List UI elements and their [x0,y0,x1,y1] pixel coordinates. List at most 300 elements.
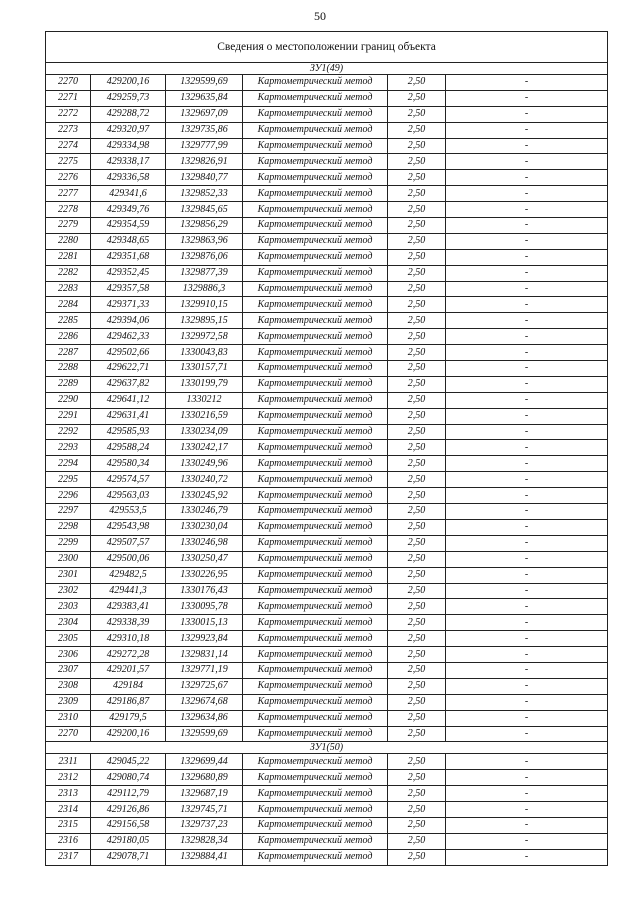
y-coordinate-cell: 1330015,13 [166,615,243,631]
accuracy-cell: 2,50 [388,186,446,202]
table-row [46,754,608,770]
description-cell: - [446,440,608,456]
y-coordinate-cell: 1330230,04 [166,519,243,535]
x-coordinate-cell: 429184 [91,678,166,694]
description-cell: - [446,678,608,694]
method-cell: Картометрический метод [243,106,388,122]
section-label: ЗУ1(50) [46,742,608,754]
table-row [46,202,608,218]
x-coordinate-cell: 429351,68 [91,249,166,265]
y-coordinate-cell: 1329599,69 [166,75,243,91]
y-coordinate-cell: 1330216,59 [166,408,243,424]
point-number-cell: 2316 [46,833,91,849]
description-cell: - [446,694,608,710]
point-number-cell: 2315 [46,817,91,833]
x-coordinate-cell: 429288,72 [91,106,166,122]
y-coordinate-cell: 1329884,41 [166,849,243,865]
point-number-cell: 2295 [46,472,91,488]
accuracy-cell: 2,50 [388,726,446,742]
accuracy-cell: 2,50 [388,297,446,313]
table-row [46,154,608,170]
y-coordinate-cell: 1330226,95 [166,567,243,583]
accuracy-cell: 2,50 [388,202,446,218]
description-cell: - [446,218,608,234]
method-cell: Картометрический метод [243,770,388,786]
x-coordinate-cell: 429482,5 [91,567,166,583]
accuracy-cell: 2,50 [388,535,446,551]
table-row [46,694,608,710]
x-coordinate-cell: 429383,41 [91,599,166,615]
accuracy-cell: 2,50 [388,567,446,583]
y-coordinate-cell: 1329634,86 [166,710,243,726]
description-cell: - [446,392,608,408]
accuracy-cell: 2,50 [388,678,446,694]
point-number-cell: 2305 [46,631,91,647]
y-coordinate-cell: 1329745,71 [166,802,243,818]
x-coordinate-cell: 429338,17 [91,154,166,170]
table-row [46,313,608,329]
point-number-cell: 2314 [46,802,91,818]
y-coordinate-cell: 1330246,98 [166,535,243,551]
y-coordinate-cell: 1329771,19 [166,662,243,678]
description-cell: - [446,631,608,647]
section-header-row [46,742,608,754]
point-number-cell: 2302 [46,583,91,599]
point-number-cell: 2272 [46,106,91,122]
y-coordinate-cell: 1329840,77 [166,170,243,186]
accuracy-cell: 2,50 [388,329,446,345]
table-row [46,106,608,122]
accuracy-cell: 2,50 [388,265,446,281]
accuracy-cell: 2,50 [388,106,446,122]
y-coordinate-cell: 1329828,34 [166,833,243,849]
y-coordinate-cell: 1329737,23 [166,817,243,833]
method-cell: Картометрический метод [243,281,388,297]
method-cell: Картометрический метод [243,535,388,551]
table-row [46,329,608,345]
accuracy-cell: 2,50 [388,440,446,456]
method-cell: Картометрический метод [243,202,388,218]
method-cell: Картометрический метод [243,504,388,520]
point-number-cell: 2310 [46,710,91,726]
x-coordinate-cell: 429580,34 [91,456,166,472]
description-cell: - [446,583,608,599]
method-cell: Картометрический метод [243,726,388,742]
table-row [46,345,608,361]
description-cell: - [446,504,608,520]
method-cell: Картометрический метод [243,488,388,504]
x-coordinate-cell: 429341,6 [91,186,166,202]
method-cell: Картометрический метод [243,424,388,440]
method-cell: Картометрический метод [243,170,388,186]
y-coordinate-cell: 1329635,84 [166,90,243,106]
x-coordinate-cell: 429507,57 [91,535,166,551]
description-cell: - [446,833,608,849]
table-row [46,249,608,265]
method-cell: Картометрический метод [243,662,388,678]
method-cell: Картометрический метод [243,329,388,345]
table-row [46,472,608,488]
point-number-cell: 2288 [46,361,91,377]
y-coordinate-cell: 1330234,09 [166,424,243,440]
title-row [46,32,608,63]
x-coordinate-cell: 429259,73 [91,90,166,106]
point-number-cell: 2311 [46,754,91,770]
method-cell: Картометрический метод [243,265,388,281]
x-coordinate-cell: 429156,58 [91,817,166,833]
description-cell: - [446,551,608,567]
y-coordinate-cell: 1329725,67 [166,678,243,694]
description-cell: - [446,567,608,583]
table-row [46,567,608,583]
accuracy-cell: 2,50 [388,817,446,833]
table-row [46,631,608,647]
description-cell: - [446,90,608,106]
x-coordinate-cell: 429126,86 [91,802,166,818]
table-row [46,138,608,154]
accuracy-cell: 2,50 [388,138,446,154]
description-cell: - [446,281,608,297]
y-coordinate-cell: 1329910,15 [166,297,243,313]
description-cell: - [446,802,608,818]
x-coordinate-cell: 429574,57 [91,472,166,488]
point-number-cell: 2299 [46,535,91,551]
x-coordinate-cell: 429641,12 [91,392,166,408]
description-cell: - [446,535,608,551]
x-coordinate-cell: 429349,76 [91,202,166,218]
description-cell: - [446,265,608,281]
method-cell: Картометрический метод [243,408,388,424]
description-cell: - [446,786,608,802]
description-cell: - [446,647,608,663]
y-coordinate-cell: 1329697,09 [166,106,243,122]
point-number-cell: 2287 [46,345,91,361]
point-number-cell: 2281 [46,249,91,265]
table-row [46,408,608,424]
table-row [46,599,608,615]
point-number-cell: 2298 [46,519,91,535]
description-cell: - [446,754,608,770]
accuracy-cell: 2,50 [388,122,446,138]
point-number-cell: 2309 [46,694,91,710]
x-coordinate-cell: 429336,58 [91,170,166,186]
accuracy-cell: 2,50 [388,849,446,865]
table-row [46,647,608,663]
x-coordinate-cell: 429371,33 [91,297,166,313]
point-number-cell: 2317 [46,849,91,865]
table-row [46,392,608,408]
table-row [46,488,608,504]
accuracy-cell: 2,50 [388,408,446,424]
x-coordinate-cell: 429394,06 [91,313,166,329]
y-coordinate-cell: 1329863,96 [166,233,243,249]
y-coordinate-cell: 1329687,19 [166,786,243,802]
method-cell: Картометрический метод [243,297,388,313]
description-cell: - [446,313,608,329]
method-cell: Картометрический метод [243,75,388,91]
section-label: ЗУ1(49) [46,63,608,75]
method-cell: Картометрический метод [243,599,388,615]
x-coordinate-cell: 429112,79 [91,786,166,802]
method-cell: Картометрический метод [243,138,388,154]
accuracy-cell: 2,50 [388,754,446,770]
table-row [46,678,608,694]
description-cell: - [446,456,608,472]
accuracy-cell: 2,50 [388,456,446,472]
accuracy-cell: 2,50 [388,599,446,615]
x-coordinate-cell: 429201,57 [91,662,166,678]
description-cell: - [446,424,608,440]
table-row [46,440,608,456]
x-coordinate-cell: 429622,71 [91,361,166,377]
accuracy-cell: 2,50 [388,770,446,786]
x-coordinate-cell: 429338,39 [91,615,166,631]
method-cell: Картометрический метод [243,186,388,202]
description-cell: - [446,233,608,249]
method-cell: Картометрический метод [243,786,388,802]
y-coordinate-cell: 1330176,43 [166,583,243,599]
section-header-row [46,63,608,75]
x-coordinate-cell: 429200,16 [91,75,166,91]
x-coordinate-cell: 429500,06 [91,551,166,567]
table-row [46,361,608,377]
description-cell: - [446,770,608,786]
accuracy-cell: 2,50 [388,833,446,849]
table-row [46,802,608,818]
accuracy-cell: 2,50 [388,631,446,647]
y-coordinate-cell: 1330250,47 [166,551,243,567]
x-coordinate-cell: 429320,97 [91,122,166,138]
accuracy-cell: 2,50 [388,710,446,726]
x-coordinate-cell: 429352,45 [91,265,166,281]
description-cell: - [446,599,608,615]
point-number-cell: 2291 [46,408,91,424]
y-coordinate-cell: 1330249,96 [166,456,243,472]
accuracy-cell: 2,50 [388,583,446,599]
x-coordinate-cell: 429180,05 [91,833,166,849]
point-number-cell: 2278 [46,202,91,218]
y-coordinate-cell: 1329845,65 [166,202,243,218]
boundary-table [45,31,608,866]
method-cell: Картометрический метод [243,615,388,631]
accuracy-cell: 2,50 [388,249,446,265]
point-number-cell: 2274 [46,138,91,154]
y-coordinate-cell: 1329777,99 [166,138,243,154]
description-cell: - [446,408,608,424]
table-row [46,786,608,802]
point-number-cell: 2306 [46,647,91,663]
x-coordinate-cell: 429563,03 [91,488,166,504]
point-number-cell: 2290 [46,392,91,408]
description-cell: - [446,849,608,865]
y-coordinate-cell: 1329674,68 [166,694,243,710]
y-coordinate-cell: 1329876,06 [166,249,243,265]
description-cell: - [446,202,608,218]
point-number-cell: 2307 [46,662,91,678]
x-coordinate-cell: 429637,82 [91,376,166,392]
y-coordinate-cell: 1329680,89 [166,770,243,786]
x-coordinate-cell: 429348,65 [91,233,166,249]
point-number-cell: 2297 [46,504,91,520]
accuracy-cell: 2,50 [388,170,446,186]
method-cell: Картометрический метод [243,345,388,361]
y-coordinate-cell: 1329972,58 [166,329,243,345]
point-number-cell: 2275 [46,154,91,170]
method-cell: Картометрический метод [243,392,388,408]
y-coordinate-cell: 1330242,17 [166,440,243,456]
y-coordinate-cell: 1329599,69 [166,726,243,742]
point-number-cell: 2313 [46,786,91,802]
x-coordinate-cell: 429357,58 [91,281,166,297]
table-row [46,726,608,742]
point-number-cell: 2282 [46,265,91,281]
description-cell: - [446,170,608,186]
x-coordinate-cell: 429272,28 [91,647,166,663]
y-coordinate-cell: 1330095,78 [166,599,243,615]
method-cell: Картометрический метод [243,519,388,535]
x-coordinate-cell: 429543,98 [91,519,166,535]
table-row [46,833,608,849]
x-coordinate-cell: 429502,66 [91,345,166,361]
table-row [46,456,608,472]
description-cell: - [446,138,608,154]
table-row [46,615,608,631]
accuracy-cell: 2,50 [388,647,446,663]
description-cell: - [446,186,608,202]
y-coordinate-cell: 1330157,71 [166,361,243,377]
description-cell: - [446,710,608,726]
x-coordinate-cell: 429588,24 [91,440,166,456]
accuracy-cell: 2,50 [388,154,446,170]
table-row [46,551,608,567]
table-row [46,662,608,678]
accuracy-cell: 2,50 [388,694,446,710]
accuracy-cell: 2,50 [388,786,446,802]
description-cell: - [446,472,608,488]
method-cell: Картометрический метод [243,754,388,770]
point-number-cell: 2283 [46,281,91,297]
method-cell: Картометрический метод [243,456,388,472]
accuracy-cell: 2,50 [388,218,446,234]
point-number-cell: 2273 [46,122,91,138]
y-coordinate-cell: 1329735,86 [166,122,243,138]
y-coordinate-cell: 1329895,15 [166,313,243,329]
method-cell: Картометрический метод [243,154,388,170]
point-number-cell: 2304 [46,615,91,631]
method-cell: Картометрический метод [243,583,388,599]
method-cell: Картометрический метод [243,631,388,647]
description-cell: - [446,488,608,504]
x-coordinate-cell: 429354,59 [91,218,166,234]
x-coordinate-cell: 429045,22 [91,754,166,770]
table-row [46,170,608,186]
accuracy-cell: 2,50 [388,551,446,567]
point-number-cell: 2292 [46,424,91,440]
table-row [46,265,608,281]
y-coordinate-cell: 1329831,14 [166,647,243,663]
table-row [46,75,608,91]
method-cell: Картометрический метод [243,710,388,726]
x-coordinate-cell: 429334,98 [91,138,166,154]
description-cell: - [446,154,608,170]
accuracy-cell: 2,50 [388,488,446,504]
table-row [46,233,608,249]
accuracy-cell: 2,50 [388,313,446,329]
table-row [46,817,608,833]
method-cell: Картометрический метод [243,249,388,265]
description-cell: - [446,122,608,138]
x-coordinate-cell: 429080,74 [91,770,166,786]
point-number-cell: 2276 [46,170,91,186]
y-coordinate-cell: 1329877,39 [166,265,243,281]
table-row [46,535,608,551]
y-coordinate-cell: 1330199,79 [166,376,243,392]
table-row [46,504,608,520]
y-coordinate-cell: 1329699,44 [166,754,243,770]
table-row [46,710,608,726]
point-number-cell: 2303 [46,599,91,615]
description-cell: - [446,249,608,265]
y-coordinate-cell: 1329856,29 [166,218,243,234]
accuracy-cell: 2,50 [388,662,446,678]
description-cell: - [446,726,608,742]
accuracy-cell: 2,50 [388,519,446,535]
point-number-cell: 2296 [46,488,91,504]
x-coordinate-cell: 429179,5 [91,710,166,726]
method-cell: Картометрический метод [243,678,388,694]
method-cell: Картометрический метод [243,833,388,849]
description-cell: - [446,615,608,631]
method-cell: Картометрический метод [243,90,388,106]
y-coordinate-cell: 1330246,79 [166,504,243,520]
y-coordinate-cell: 1330245,92 [166,488,243,504]
point-number-cell: 2312 [46,770,91,786]
x-coordinate-cell: 429441,3 [91,583,166,599]
accuracy-cell: 2,50 [388,615,446,631]
description-cell: - [446,106,608,122]
description-cell: - [446,376,608,392]
method-cell: Картометрический метод [243,218,388,234]
x-coordinate-cell: 429078,71 [91,849,166,865]
x-coordinate-cell: 429631,41 [91,408,166,424]
point-number-cell: 2301 [46,567,91,583]
method-cell: Картометрический метод [243,233,388,249]
accuracy-cell: 2,50 [388,424,446,440]
description-cell: - [446,329,608,345]
table-row [46,849,608,865]
point-number-cell: 2280 [46,233,91,249]
page-number: 50 [314,9,326,23]
point-number-cell: 2270 [46,75,91,91]
description-cell: - [446,297,608,313]
point-number-cell: 2289 [46,376,91,392]
y-coordinate-cell: 1329826,91 [166,154,243,170]
x-coordinate-cell: 429462,33 [91,329,166,345]
point-number-cell: 2284 [46,297,91,313]
description-cell: - [446,361,608,377]
accuracy-cell: 2,50 [388,90,446,106]
method-cell: Картометрический метод [243,376,388,392]
accuracy-cell: 2,50 [388,392,446,408]
point-number-cell: 2294 [46,456,91,472]
x-coordinate-cell: 429310,18 [91,631,166,647]
method-cell: Картометрический метод [243,849,388,865]
point-number-cell: 2279 [46,218,91,234]
method-cell: Картометрический метод [243,647,388,663]
table-row [46,122,608,138]
y-coordinate-cell: 1330212 [166,392,243,408]
table-row [46,519,608,535]
